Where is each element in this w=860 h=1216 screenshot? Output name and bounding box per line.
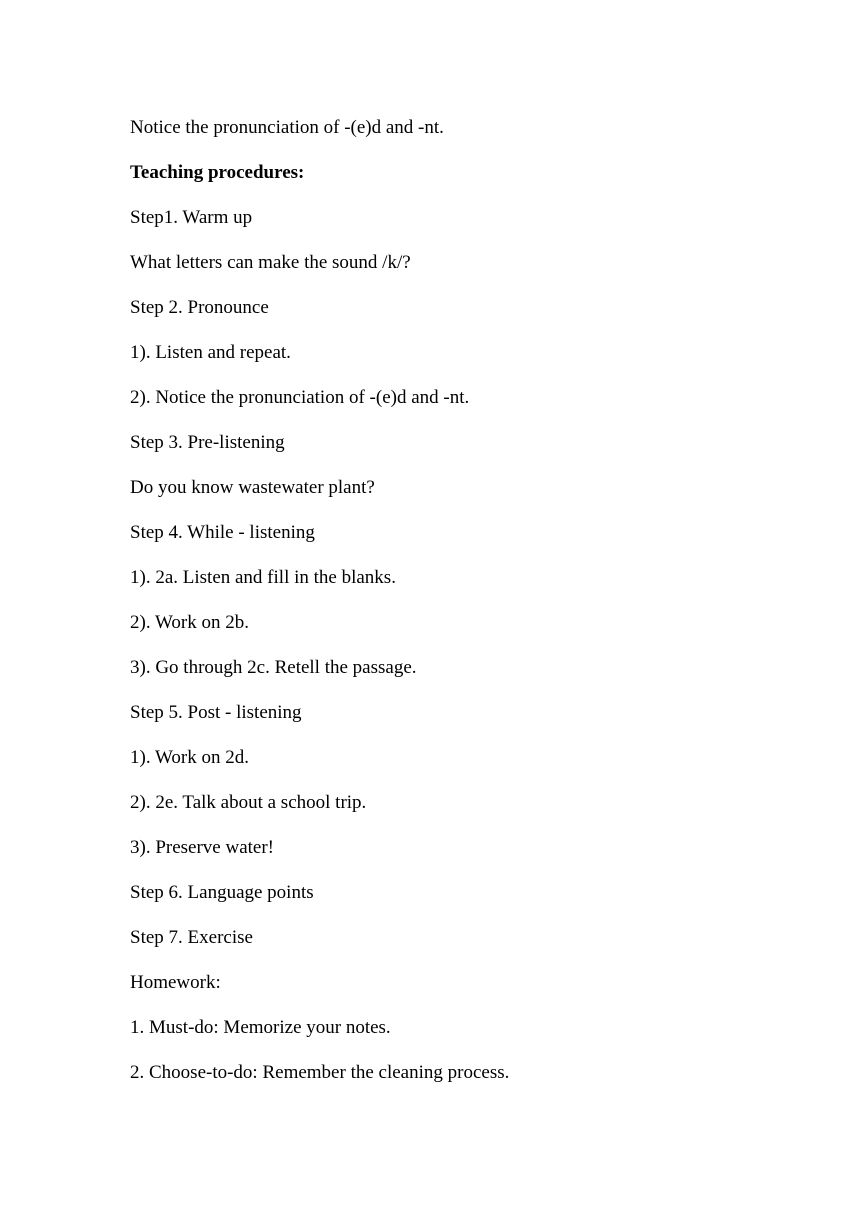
step-item: 1). 2a. Listen and fill in the blanks. xyxy=(130,567,396,588)
step-heading-pronounce: Step 2. Pronounce xyxy=(130,297,269,318)
step-item: 3). Go through 2c. Retell the passage. xyxy=(130,657,417,678)
step-item: 1). Listen and repeat. xyxy=(130,342,291,363)
step-heading-pre-listening: Step 3. Pre-listening xyxy=(130,432,285,453)
homework-item: 2. Choose-to-do: Remember the cleaning process. xyxy=(130,1062,510,1083)
step-item: 1). Work on 2d. xyxy=(130,747,249,768)
homework-item: 1. Must-do: Memorize your notes. xyxy=(130,1017,391,1038)
step-heading-language-points: Step 6. Language points xyxy=(130,882,314,903)
step-item: 2). Work on 2b. xyxy=(130,612,249,633)
section-heading-teaching-procedures: Teaching procedures: xyxy=(130,162,305,183)
homework-heading: Homework: xyxy=(130,972,221,993)
step-item: What letters can make the sound /k/? xyxy=(130,252,411,273)
objective-line: Notice the pronunciation of -(e)d and -nt. xyxy=(130,117,444,138)
step-item: 2). 2e. Talk about a school trip. xyxy=(130,792,367,813)
step-item: 2). Notice the pronunciation of -(e)d and -nt. xyxy=(130,387,470,408)
step-item: Do you know wastewater plant? xyxy=(130,477,375,498)
step-heading-while-listening: Step 4. While - listening xyxy=(130,522,315,543)
step-heading-post-listening: Step 5. Post - listening xyxy=(130,702,302,723)
step-item: 3). Preserve water! xyxy=(130,837,275,858)
step-heading-warm-up: Step1. Warm up xyxy=(130,207,253,228)
document-body xyxy=(130,115,770,1105)
step-heading-exercise: Step 7. Exercise xyxy=(130,927,253,948)
